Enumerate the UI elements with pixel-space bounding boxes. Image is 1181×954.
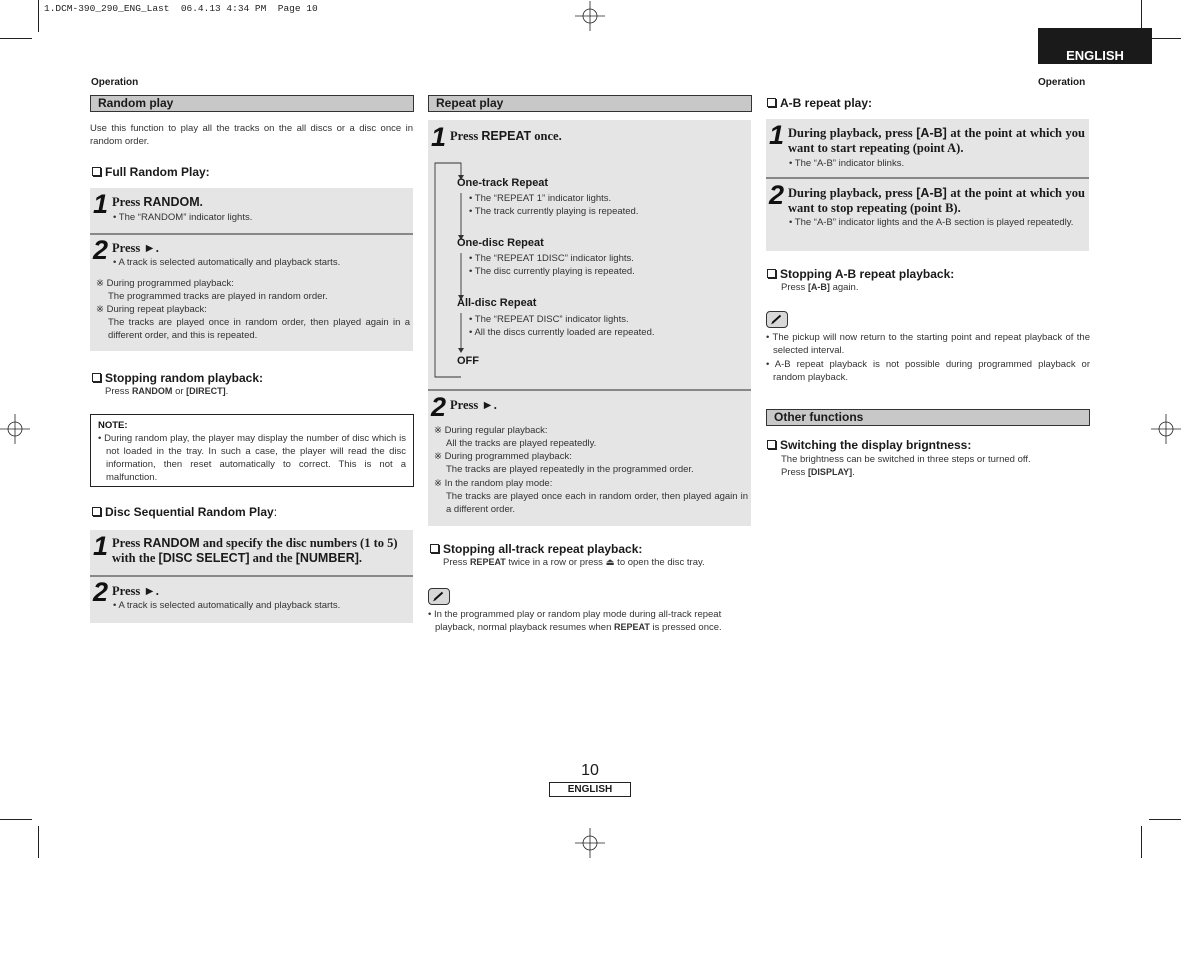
- flow-bullet: • The “REPEAT DISC” indicator lights.: [469, 314, 629, 325]
- registration-mark-icon: [575, 828, 605, 858]
- pencil-memo-icon: [766, 311, 788, 328]
- checkbox-glyph-icon: [92, 507, 101, 516]
- page-language-label: ENGLISH: [549, 782, 631, 797]
- subheading-stopping-random: Stopping random playback:: [92, 371, 263, 385]
- checkbox-glyph-icon: [767, 269, 776, 278]
- note-head: ※ During repeat playback:: [96, 304, 207, 315]
- step-bullet: • A track is selected automatically and playback starts.: [113, 600, 341, 611]
- memo-text: • The pickup will now return to the starting point and repeat playback of the selected interval.: [766, 332, 1090, 356]
- step-bullet: • The “RANDOM” indicator lights.: [113, 212, 253, 223]
- subheading-full-random: Full Random Play:: [92, 165, 210, 179]
- note-body: All the tracks are played repeatedly.: [446, 438, 597, 449]
- step-text: Press ►.: [112, 584, 159, 598]
- registration-mark-icon: [0, 414, 30, 444]
- note-body: The tracks are played once each in random order, then played again in a different order.: [446, 491, 748, 515]
- note-body: The programmed tracks are played in random order.: [108, 291, 328, 302]
- section-title-repeat-play: Repeat play: [428, 95, 752, 112]
- crop-mark: [38, 0, 39, 32]
- flow-bullet: • The “REPEAT 1” indicator lights.: [469, 193, 612, 204]
- step-number: 1: [769, 120, 785, 150]
- note-body: The tracks are played once in random order, then played again in a different order, and this is repeated.: [108, 317, 410, 341]
- flow-label-one-track: One-track Repeat: [457, 177, 549, 189]
- stopping-repeat-text: Press REPEAT twice in a row or press ⏏ to open the disc tray.: [443, 557, 705, 568]
- step-number: 2: [93, 577, 109, 607]
- step-text: Press RANDOM.: [112, 195, 203, 209]
- flow-bullet: • The track currently playing is repeated.: [469, 206, 639, 217]
- note-head: ※ In the random play mode:: [434, 478, 553, 489]
- flow-bullet: • The disc currently playing is repeated.: [469, 266, 635, 277]
- page-number: 10: [581, 762, 599, 779]
- step-text: Press REPEAT once.: [450, 129, 562, 143]
- random-intro: Use this function to play all the tracks on the all discs or a disc once in random order.: [90, 123, 413, 147]
- checkbox-glyph-icon: [92, 167, 101, 176]
- subheading-stopping-repeat: Stopping all-track repeat playback:: [430, 542, 642, 556]
- stopping-ab-text: Press [A-B] again.: [781, 282, 859, 293]
- flow-bullet: • All the discs currently loaded are repeated.: [469, 327, 655, 338]
- checkbox-glyph-icon: [92, 373, 101, 382]
- step-text: During playback, press [A-B] at the point at which you want to start repeating (point A).: [788, 126, 1085, 155]
- crop-mark: [1149, 38, 1181, 39]
- step-number: 2: [93, 235, 109, 265]
- step-text: During playback, press [A-B] at the point at which you want to stop repeating (point B).: [788, 186, 1085, 215]
- flow-label-off: OFF: [457, 355, 479, 367]
- subheading-ab-repeat: A-B repeat play:: [767, 96, 872, 110]
- section-title-other-functions: Other functions: [766, 409, 1090, 426]
- repeat-cycle-diagram: [430, 160, 470, 382]
- crop-mark: [38, 826, 39, 858]
- memo-text: • In the programmed play or random play mode during all-track repeat playback, normal playback resumes when REPEAT is pressed once.: [428, 609, 722, 633]
- note-body: • During random play, the player may display the number of disc which is not loaded in the tray. In such a case, the player will read the disc information, then reset automatically to correct. This is not a malfunction.: [98, 433, 406, 483]
- step-text: Press ►.: [112, 241, 159, 255]
- step-number: 1: [431, 122, 447, 152]
- checkbox-glyph-icon: [767, 98, 776, 107]
- stopping-random-text: Press RANDOM or [DIRECT].: [105, 386, 229, 397]
- header-right: Operation: [1038, 77, 1086, 88]
- subheading-disc-sequential: Disc Sequential Random Play:: [92, 505, 277, 519]
- note-head: ※ During regular playback:: [434, 425, 548, 436]
- brightness-text: The brightness can be switched in three steps or turned off.: [781, 454, 1031, 465]
- crop-mark: [1149, 819, 1181, 820]
- registration-mark-icon: [575, 1, 605, 31]
- subheading-display-brightness: Switching the display brigntness:: [767, 438, 971, 452]
- brightness-text: Press [DISPLAY].: [781, 467, 855, 478]
- step-number: 2: [769, 180, 785, 210]
- note-box: [90, 414, 414, 487]
- language-tab: ENGLISH: [1038, 28, 1152, 64]
- flow-label-all-disc: All-disc Repeat: [457, 297, 537, 309]
- crop-mark: [1141, 826, 1142, 858]
- subheading-stopping-ab: Stopping A-B repeat playback:: [767, 267, 954, 281]
- note-head: ※ During programmed playback:: [96, 278, 234, 289]
- note-body: The tracks are played repeatedly in the programmed order.: [446, 464, 694, 475]
- step-number: 2: [431, 392, 447, 422]
- step-text: Press RANDOM and specify the disc numbers (1 to 5) with the [DISC SELECT] and the [NUMBER].: [112, 536, 398, 565]
- registration-mark-icon: [1151, 414, 1181, 444]
- step-bullet: • A track is selected automatically and playback starts.: [113, 257, 341, 268]
- checkbox-glyph-icon: [767, 440, 776, 449]
- print-slug: 1.DCM-390_290_ENG_Last 06.4.13 4:34 PM Page 10: [44, 3, 318, 14]
- step-number: 1: [93, 531, 109, 561]
- header-left: Operation: [91, 77, 139, 88]
- memo-text: • A-B repeat playback is not possible during programmed playback or random playback.: [766, 359, 1090, 383]
- step-text: Press ►.: [450, 398, 497, 412]
- flow-bullet: • The “REPEAT 1DISC” indicator lights.: [469, 253, 634, 264]
- pencil-memo-icon: [428, 588, 450, 605]
- checkbox-glyph-icon: [430, 544, 439, 553]
- note-label: NOTE:: [98, 420, 128, 431]
- step-bullet: • The “A-B” indicator lights and the A-B section is played repeatedly.: [789, 217, 1074, 228]
- section-title-random-play: Random play: [90, 95, 414, 112]
- step-number: 1: [93, 189, 109, 219]
- step-bullet: • The “A-B” indicator blinks.: [789, 158, 905, 169]
- note-head: ※ During programmed playback:: [434, 451, 572, 462]
- crop-mark: [0, 819, 32, 820]
- flow-label-one-disc: One-disc Repeat: [457, 237, 544, 249]
- crop-mark: [0, 38, 32, 39]
